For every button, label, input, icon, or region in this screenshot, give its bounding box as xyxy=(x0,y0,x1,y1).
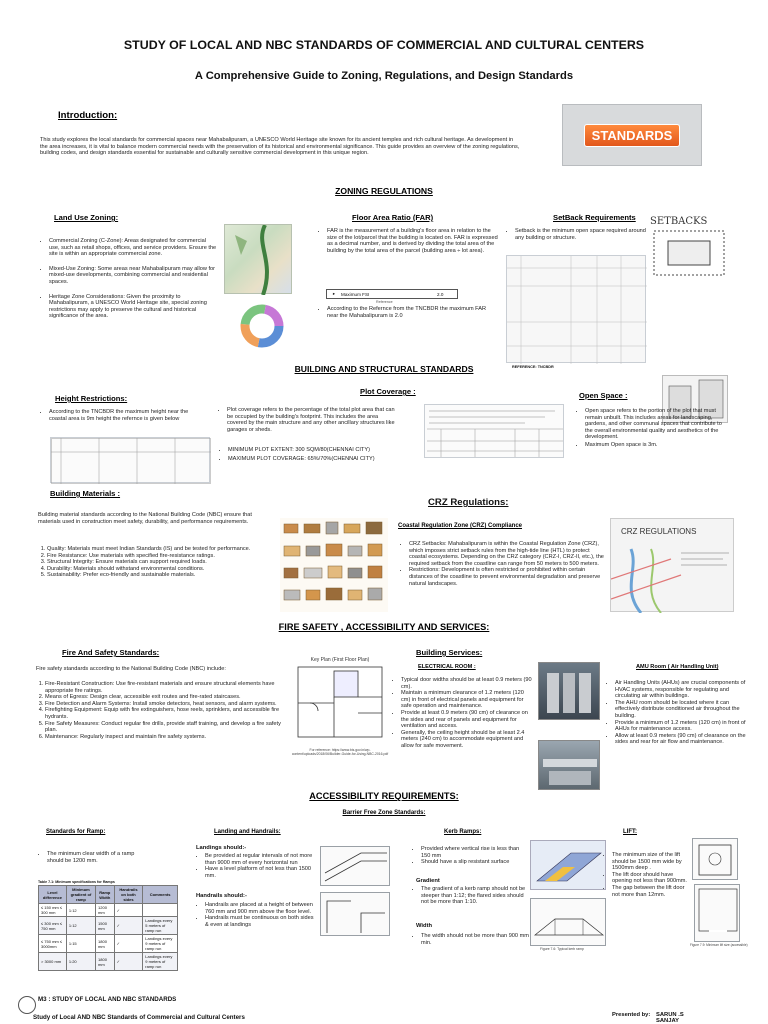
table-cell: ≤ 150 mm ≤ 300 mm xyxy=(39,904,67,917)
handrail-drawing-1 xyxy=(320,846,390,886)
donut-graphic xyxy=(232,300,292,352)
table-row xyxy=(39,953,178,971)
far-table-label: Maximum FSI xyxy=(341,291,370,297)
lift-plan-drawing xyxy=(694,884,740,942)
handrail-drawing-2 xyxy=(320,892,390,936)
list-item: • Typical door widths should be at least 0.9 meters (90 cm). xyxy=(401,677,532,690)
materials-list xyxy=(38,546,278,579)
list-item: 1. Quality: Materials must meet Indian Standards (IS) and be tested for performance. xyxy=(47,546,278,553)
fire-standards-text: Fire safety standards according to the National Building Code (NBC) include: xyxy=(36,666,226,672)
handrail-section-graphic xyxy=(321,893,391,937)
table-cell: ✓ xyxy=(114,904,143,917)
kerb-ramp-drawing xyxy=(530,898,606,946)
table-header: Handrails on both sides xyxy=(114,886,143,904)
plot-list xyxy=(218,407,396,436)
key-plan-title: Key Plan (First Floor Plan) xyxy=(310,657,370,663)
setback-sketch-label: SETBACKS xyxy=(650,216,708,227)
list-item: 5. Sustainability: Prefer eco-friendly and sustainable materials. xyxy=(47,572,278,579)
electrical-photo-graphic xyxy=(539,663,601,721)
list-item: 6. Maintenance: Regularly inspect and maintain fire safety systems. xyxy=(45,734,281,741)
list-item: • According to the Refernce from the TNCBDR the maximum FAR near the Mahabalipuram is 2.0 xyxy=(327,306,498,319)
table-header: Ramp Width xyxy=(96,886,115,904)
lift-drawing-graphic xyxy=(693,839,739,881)
table-cell: > 3000 mm xyxy=(39,953,67,971)
gradient-label: Gradient xyxy=(416,878,440,884)
electrical-list xyxy=(392,677,532,752)
table-cell: Landings every 5 meters of ramp run xyxy=(143,917,178,935)
materials-graphic xyxy=(280,518,388,612)
intro-heading: Introduction: xyxy=(58,110,118,121)
list-item: • The lift door should have opening not less than 900mm. xyxy=(612,872,693,885)
list-item: 4. Firefighting Equipment: Equip with fire extinguishers, hose reels, sprinklers, and accessible fire hydrants. xyxy=(45,707,281,720)
list-item: 3. Structural Integrity: Ensure materials can support required loads. xyxy=(47,559,278,566)
ahu-photo-graphic xyxy=(539,741,601,791)
handrails-list xyxy=(196,902,314,931)
list-item: • Setback is the minimum open space required around any building or structure. xyxy=(515,228,648,241)
list-item: • The minimum clear width of a ramp should be 1200 mm. xyxy=(47,851,148,864)
table-cell: ≤ 300 mm ≤ 750 mm xyxy=(39,917,67,935)
lift-figure-caption: Figure 7.9: Minimum lift size (accessible) xyxy=(690,943,748,947)
table-cell xyxy=(143,904,178,917)
plot-min xyxy=(222,447,422,454)
key-plan-image xyxy=(288,657,392,771)
footer-presented-label: Presented by: xyxy=(612,1012,651,1018)
setback-reference: REFERENCE: TNCBDR xyxy=(512,365,554,369)
presenter-name: SANJAY xyxy=(656,1018,679,1024)
plot-table-grid xyxy=(425,405,565,459)
key-plan-drawing xyxy=(288,663,392,743)
list-item: • The gradient of a kerb ramp should not be steeper than 1:12; the flared sides should not be more than 1:10. xyxy=(421,886,530,906)
fire-standards-list xyxy=(36,681,281,743)
list-item: • Handrails must be continuous on both sides & even at landings xyxy=(205,915,314,928)
setback-sketch-graphic xyxy=(650,227,730,283)
table-cell: ✓ xyxy=(114,953,143,971)
crz-image xyxy=(610,518,734,612)
setback-sketch xyxy=(650,216,730,288)
ahu-list xyxy=(606,680,746,748)
width-label: Width xyxy=(416,923,433,929)
ahu-heading: AMU Room ( Air Handling Unit) xyxy=(636,664,719,670)
far-table xyxy=(326,289,458,299)
table-cell: ✓ xyxy=(114,935,143,953)
handrail-drawing-graphic xyxy=(321,847,391,887)
list-item: • Generally, the ceiling height should be at least 2.4 meters (240 cm) to accommodate equipment and allow for safe movement. xyxy=(401,730,532,750)
landings-label: Landings should:- xyxy=(196,845,247,851)
kerb-ramp-image xyxy=(530,840,606,890)
list-item: • Heritage Zone Considerations: Given the proximity to Mahabalipuram, a UNESCO World Heritage site, special zoning restrictions may apply to preserve the cultural and historical significance of the area. xyxy=(49,294,218,320)
far-table-icon: ▸ xyxy=(332,291,336,296)
list-item: • Should have a slip resistant surface xyxy=(421,859,530,866)
list-item: • Have a level platform of not less than 1500 mm. xyxy=(205,866,314,879)
ahu-room-photo xyxy=(538,740,600,790)
handrails-label: Handrails should:- xyxy=(196,893,247,899)
crz-image-title: CRZ REGULATIONS xyxy=(621,527,697,536)
footer-module: M3 : STUDY OF LOCAL AND NBC STANDARDS xyxy=(38,996,177,1003)
table-cell: 1200 mm xyxy=(96,904,115,917)
list-item: • Maintain a minimum clearance of 1.2 meters (120 cm) in front of electrical panels and equipment for safe operation and maintenance. xyxy=(401,690,532,710)
plot-heading: Plot Coverage : xyxy=(360,387,416,396)
open-space-list xyxy=(576,408,728,451)
table-header: Minimum gradient of ramp xyxy=(66,886,95,904)
table-row xyxy=(39,904,178,917)
table-cell: 1:12 xyxy=(66,904,95,917)
kerb-ramp-graphic xyxy=(531,841,607,891)
table-cell: ✓ xyxy=(114,917,143,935)
list-item: 4. Durability: Materials should withstand environmental conditions. xyxy=(47,566,278,573)
presenter-name: SARUN .S xyxy=(656,1012,684,1018)
open-space-heading: Open Space : xyxy=(579,391,628,400)
fire-heading: FIRE SAFETY , ACCESSIBILITY AND SERVICES: xyxy=(278,622,490,632)
land-use-heading: Land Use Zoning: xyxy=(54,213,119,222)
landings-list xyxy=(196,853,314,882)
height-list xyxy=(40,409,190,425)
table-cell: Landings every 9 meters of ramp run xyxy=(143,935,178,953)
plot-table-image xyxy=(424,404,564,458)
table-cell: 1800 mm xyxy=(96,935,115,953)
services-heading: Building Services: xyxy=(416,648,483,657)
list-item: • Provide a minimum of 1.2 meters (120 cm) in front of AHUs for maintenance access. xyxy=(615,720,746,733)
table-cell: 1:20 xyxy=(66,953,95,971)
list-item: • Air Handling Units (AHUs) are crucial components of HVAC systems, responsible for regulating and circulating air within buildings. xyxy=(615,680,746,700)
plot-min-text: • MINIMUM PLOT EXTENT: 300 SQM/80(CHENNAI CITY) xyxy=(228,447,422,454)
table-row xyxy=(39,917,178,935)
ramp-heading: Standards for Ramp: xyxy=(46,829,106,835)
list-item: 3. Fire Detection and Alarm Systems: Install smoke detectors, heat sensors, and alarm systems. xyxy=(45,701,281,708)
list-item: • Plot coverage refers to the percentage of the total plot area that can be occupied by the building's footprint. This includes the area covered by the main structure and any other ancillary structures like garages or sheds. xyxy=(227,407,396,433)
access-heading: ACCESSIBILITY REQUIREMENTS: xyxy=(309,791,459,801)
landing-heading: Landing and Handrails: xyxy=(214,829,281,835)
table-cell: 1:15 xyxy=(66,935,95,953)
list-item: • According to the TNCBDR the maximum height near the coastal area is 9m height the refernce is given below xyxy=(49,409,190,422)
kerb-heading: Kerb Ramps: xyxy=(444,829,482,835)
table-cell: ≤ 750 mm ≤ 3000mm xyxy=(39,935,67,953)
table-row xyxy=(39,935,178,953)
zoning-map-image xyxy=(224,224,292,294)
list-item: • The minimum size of the lift should be 1500 mm wide by 1500mm deep . xyxy=(612,852,693,872)
height-table-image xyxy=(50,437,210,483)
setback-table-image xyxy=(506,255,646,363)
setback-table-grid xyxy=(507,256,647,364)
land-use-list xyxy=(40,238,218,322)
zoning-heading: ZONING REGULATIONS xyxy=(335,186,433,196)
list-item: • Provided where vertical rise is less than 150 mm xyxy=(421,846,530,859)
ramp-table xyxy=(38,885,178,971)
footer-title: Study of Local AND NBC Standards of Commercial and Cultural Centers xyxy=(33,1014,245,1021)
list-item: • The width should not be more than 900 mm min. xyxy=(421,933,530,946)
lift-drawing xyxy=(692,838,738,880)
intro-text: This study explores the local standards for commercial spaces near Mahabalipuram, a UNESCO World Heritage site known for its ancient temples and rich cultural heritage. As development in the area increases, it is vital to balance modern commercial needs with the preservation of its historical and environmental significance. This guide provides an overview of the zoning regulations, building codes, and design standards essential for sustainable and culturally sensitive commercial development in this unique region. xyxy=(40,137,520,157)
list-item: • Mixed-Use Zoning: Some areas near Mahabalipuram may allow for mixed-use developments, combining commercial and residential spaces. xyxy=(49,266,218,286)
footer-names-extra xyxy=(656,1018,766,1024)
key-plan-reference: For reference: https://www.bis.gov.in/wp-content/uploads/2018/06/Builder-Guide-for-Using-NBC-2016.pdf xyxy=(291,748,389,756)
setback-heading: SetBack Requirements xyxy=(553,213,636,222)
map-river-graphic xyxy=(225,225,293,295)
ramp-table-caption: Table 7.1: Minimum specifications for Ramps xyxy=(38,880,115,884)
gradient-list xyxy=(412,886,530,908)
fire-standards-heading: Fire And Safety Standards: xyxy=(62,648,160,657)
materials-image xyxy=(280,518,388,612)
lift-plan-graphic xyxy=(695,885,741,943)
standards-badge-image xyxy=(562,104,702,166)
table-cell: 1800 mm xyxy=(96,953,115,971)
crz-subheading: Coastal Regulation Zone (CRZ) Compliance xyxy=(398,523,523,529)
ramp-list xyxy=(38,851,148,867)
setback-list xyxy=(506,228,648,244)
kerb-drawing-graphic xyxy=(531,899,607,947)
list-item: • The gap between the lift door not more than 12mm. xyxy=(612,885,693,898)
width-list xyxy=(412,933,530,949)
electrical-room-photo xyxy=(538,662,600,720)
plot-max-text: • MAXIMUM PLOT COVERAGE: 65%/70%(CHENNAI CITY) xyxy=(228,456,422,463)
table-cell: 1500 mm xyxy=(96,917,115,935)
table-header: Level difference xyxy=(39,886,67,904)
footer-logo-icon xyxy=(18,996,36,1014)
list-item: • FAR is the measurement of a building's floor area in relation to the size of the lot/parcel that the building is located on. FAR is expressed as a decimal number, and is derived by dividing the total area of the building by the total area of the parcel (building area ÷ lot area). xyxy=(327,228,498,254)
plot-max xyxy=(222,456,422,463)
list-item: • CRZ Setbacks: Mahabalipuram is within the Coastal Regulation Zone (CRZ), which imposes strict setback rules from the high-tide line (HTL) to protect coastal ecosystems. Depending on the CRZ category (CRZ-I, CRZ-II, etc.), the required setback from the coastline can range from 50 meters to 500 meters. xyxy=(409,541,606,567)
crz-heading: CRZ Regulations: xyxy=(428,497,509,508)
list-item: • Provide at least 0.9 meters (90 cm) of clearance on the sides and rear of panels and equipment for ventilation and access. xyxy=(401,710,532,730)
far-list-1 xyxy=(318,228,498,257)
building-heading: BUILDING AND STRUCTURAL STANDARDS xyxy=(294,364,474,374)
list-item: 5. Fire Safety Measures: Conduct regular fire drills, provide staff training, and develop a fire safety plan. xyxy=(45,721,281,734)
list-item: • Commercial Zoning (C-Zone): Areas designated for commercial use, such as retail shops, offices, and service providers. Ensure the site is within an appropriate commercial zone. xyxy=(49,238,218,258)
materials-text: Building material standards according to the National Building Code (NBC) ensure that materials used in construction meet safety, durability, and performance requirements. xyxy=(38,512,252,525)
lift-list xyxy=(603,852,693,901)
page-subtitle: A Comprehensive Guide to Zoning, Regulations, and Design Standards xyxy=(194,70,574,82)
height-heading: Height Restrictions: xyxy=(55,394,128,403)
ramp-table-wrap xyxy=(38,885,178,971)
list-item: • Open space refers to the portion of the plot that must remain unbuilt. This includes areas for landscaping, gardens, and other communal spaces that contribute to the overall environmental quality and aesthetics of the development. xyxy=(585,408,728,441)
height-table-grid xyxy=(51,438,211,484)
table-header: Comments xyxy=(143,886,178,904)
list-item: • Allow at least 0.9 meters (90 cm) of clearance on the sides and rear for air flow and maintenance. xyxy=(615,733,746,746)
materials-heading: Building Materials : xyxy=(50,489,121,498)
table-header-row xyxy=(39,886,178,904)
kerb-figure-caption: Figure 7.6: Typical kerb ramp xyxy=(540,947,584,951)
table-cell: Landings every 9 meters of ramp run xyxy=(143,953,178,971)
electrical-heading: ELECTRICAL ROOM : xyxy=(418,664,476,670)
far-table-note: Reference xyxy=(376,300,393,304)
crz-list xyxy=(400,541,606,590)
lift-heading: LIFT: xyxy=(623,829,637,835)
list-item: 1. Fire-Resistant Construction: Use fire-resistant materials and ensure structural elements have appropriate fire ratings. xyxy=(45,681,281,694)
list-item: • Handrails are placed at a height of between 760 mm and 900 mm above the floor level. xyxy=(205,902,314,915)
far-list-2 xyxy=(318,306,498,322)
donut-chart-image xyxy=(232,300,292,352)
far-heading: Floor Area Ratio (FAR) xyxy=(352,213,434,222)
standards-badge: STANDARDS xyxy=(584,124,681,147)
list-item: • The AHU room should be located where it can effectively distribute conditioned air throughout the building. xyxy=(615,700,746,720)
kerb-list xyxy=(412,846,530,868)
table-cell: 1:12 xyxy=(66,917,95,935)
list-item: • Restrictions: Development is often restricted or prohibited within certain distances of the coastline to prevent environmental degradation and preserve natural landscapes. xyxy=(409,567,606,587)
barrier-heading: Barrier Free Zone Standards: xyxy=(342,810,426,816)
list-item: • Be provided at regular intervals of not more than 9000 mm of every horizontal run xyxy=(205,853,314,866)
list-item: • Maximum Open space is 3m. xyxy=(585,442,728,449)
page-title: STUDY OF LOCAL AND NBC STANDARDS OF COMMERCIAL AND CULTURAL CENTERS xyxy=(123,38,645,52)
list-item: 2. Means of Egress: Design clear, accessible exit routes and fire-rated staircases. xyxy=(45,694,281,701)
list-item: 2. Fire Resistance: Use materials with specified fire-resistance ratings. xyxy=(47,553,278,560)
far-table-value: 2.0 xyxy=(437,291,444,297)
